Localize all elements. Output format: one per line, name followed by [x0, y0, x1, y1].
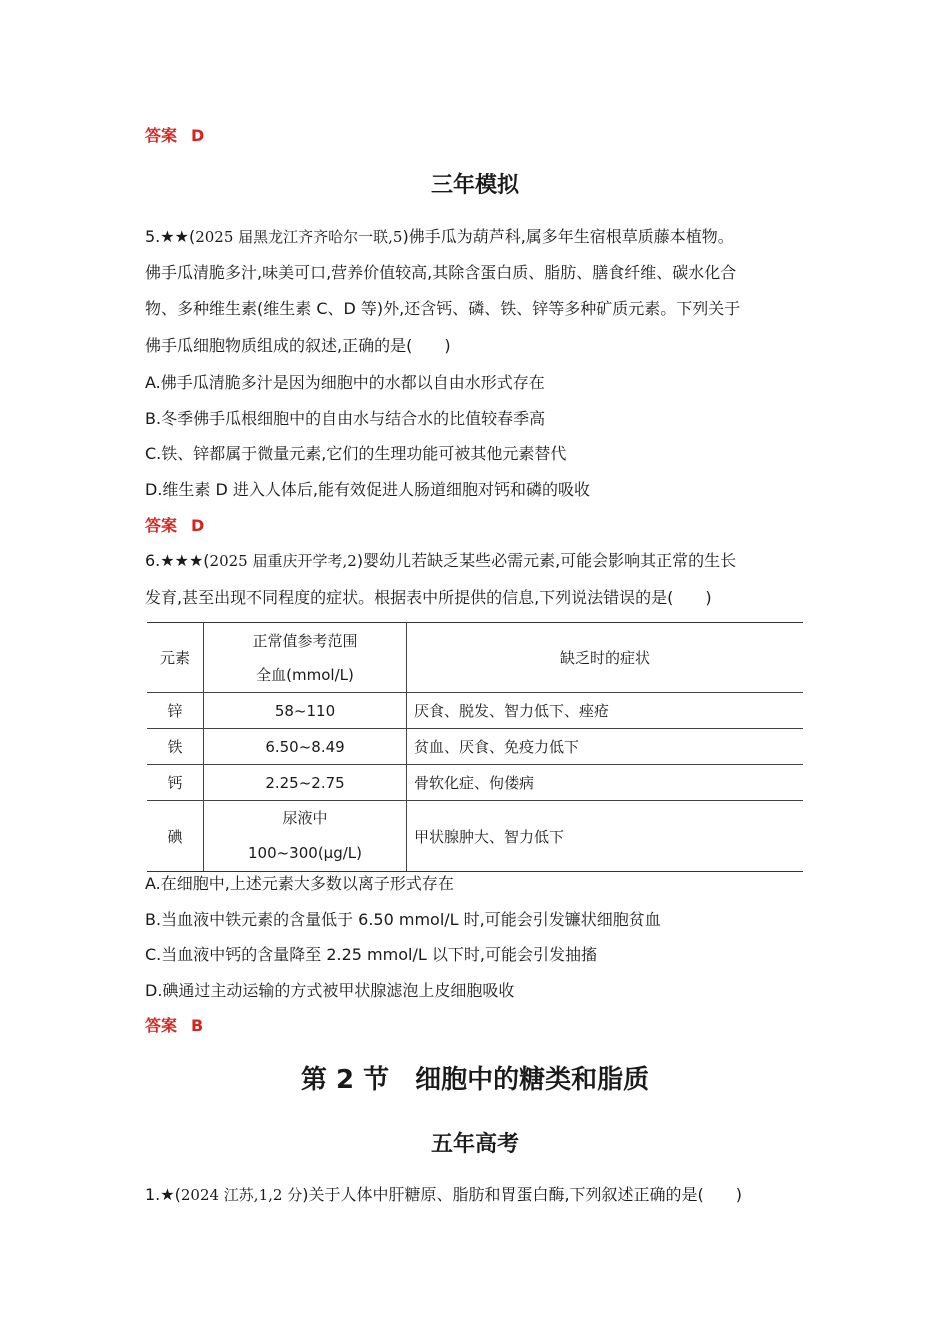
section-title: 第 2 节 细胞中的糖类和脂质 — [300, 1065, 650, 1095]
section-heading-wunian: 五年高考 — [430, 1132, 519, 1157]
q6-line-2: 发育,甚至出现不同程度的症状。根据表中所提供的信息,下列说法错误的是( ) — [145, 588, 712, 607]
q1-source: 2024 江苏,1,2 分 — [180, 1186, 303, 1204]
q5-option-a: A.佛手瓜清脆多汁是因为细胞中的水都以自由水形式存在 — [145, 373, 545, 392]
table-row: 锌 58~110 厌食、脱发、智力低下、痤疮 — [147, 693, 803, 729]
q6-source: 2025 届重庆开学考,2 — [209, 552, 357, 570]
q1-line-1: 1.★(2024 江苏,1,2 分)关于人体中肝糖原、脂肪和胃蛋白酶,下列叙述正确的是( ) — [145, 1185, 743, 1204]
header-range: 正常值参考范围 全血(mmol/L) — [204, 623, 407, 693]
q5-option-c: C.铁、锌都属于微量元素,它们的生理功能可被其他元素替代 — [145, 444, 567, 463]
answer-q6: 答案 B — [145, 1016, 204, 1035]
answer-q4: 答案 D — [145, 126, 205, 145]
q6-line-1: 6.★★★(2025 届重庆开学考,2)婴幼儿若缺乏某些必需元素,可能会影响其正常的生长 — [145, 551, 737, 570]
q5-option-b: B.冬季佛手瓜根细胞中的自由水与结合水的比值较春季高 — [145, 409, 546, 428]
q6-option-a: A.在细胞中,上述元素大多数以离子形式存在 — [145, 874, 454, 893]
q5-line-3: 物、多种维生素(维生素 C、D 等)外,还含钙、磷、铁、锌等多种矿质元素。下列关于 — [145, 299, 741, 318]
table-row: 钙 2.25~2.75 骨软化症、佝偻病 — [147, 765, 803, 801]
q5-source: 2025 届黑龙江齐齐哈尔一联,5 — [195, 228, 403, 246]
answer-q5: 答案 D — [145, 516, 205, 535]
table-row: 碘 尿液中 100~300(μg/L) 甲状腺肿大、智力低下 — [147, 801, 803, 872]
header-symptom: 缺乏时的症状 — [407, 623, 804, 693]
q6-option-c: C.当血液中钙的含量降至 2.25 mmol/L 以下时,可能会引发抽搐 — [145, 945, 597, 964]
q5-line-1: 5.★★(2025 届黑龙江齐齐哈尔一联,5)佛手瓜为葫芦科,属多年生宿根草质藤本植物。 — [145, 227, 734, 246]
q6-option-b: B.当血液中铁元素的含量低于 6.50 mmol/L 时,可能会引发镰状细胞贫血 — [145, 910, 661, 929]
q6-option-d: D.碘通过主动运输的方式被甲状腺滤泡上皮细胞吸收 — [145, 981, 515, 1000]
header-element: 元素 — [147, 623, 204, 693]
q5-option-d: D.维生素 D 进入人体后,能有效促进人肠道细胞对钙和磷的吸收 — [145, 480, 590, 499]
table-row: 铁 6.50~8.49 贫血、厌食、免疫力低下 — [147, 729, 803, 765]
q5-line-2: 佛手瓜清脆多汁,味美可口,营养价值较高,其除含蛋白质、脂肪、膳食纤维、碳水化合 — [145, 263, 737, 282]
element-table — [147, 622, 803, 872]
q5-line-4: 佛手瓜细胞物质组成的叙述,正确的是( ) — [145, 336, 451, 355]
table-header-row — [147, 623, 803, 693]
section-heading-sanjian: 三年模拟 — [430, 173, 519, 198]
